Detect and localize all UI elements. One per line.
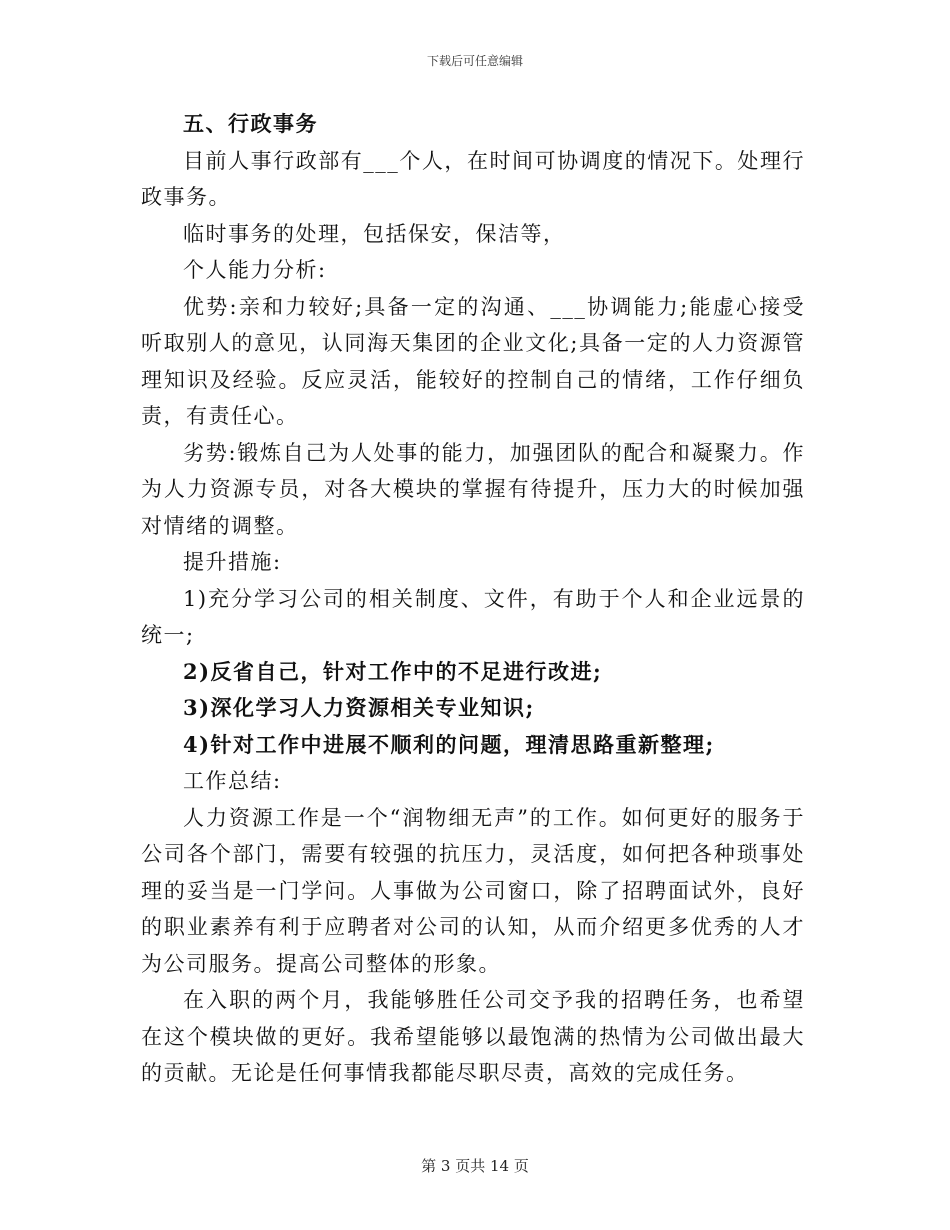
paragraph: 个人能力分析:: [183, 258, 327, 282]
page-header: 下载后可任意编辑: [426, 54, 523, 68]
paragraph: 工作总结:: [183, 769, 282, 793]
paragraph: 提升措施:: [183, 550, 282, 574]
document-body: [141, 106, 805, 1092]
paragraph: 临时事务的处理，包括保安，保洁等，: [183, 221, 566, 246]
paragraph: 目前人事行政部有___个人，在时间可协调度的情况下。处理行政事务。: [141, 148, 805, 209]
paragraph: 3)深化学习人力资源相关专业知识;: [183, 695, 535, 720]
paragraph: 劣势:锻炼自己为人处事的能力，加强团队的配合和凝聚力。作为人力资源专员，对各大模块的掌握有待提升，压力大的时候加强对情绪的调整。: [141, 440, 805, 538]
paragraph: 4)针对工作中进展不顺利的问题，理清思路重新整理;: [183, 731, 715, 757]
page-number: 第 3 页共 14 页: [421, 1157, 529, 1175]
paragraph: 在入职的两个月，我能够胜任公司交予我的招聘任务，也希望在这个模块做的更好。我希望能够以最饱满的热情为公司做出最大的贡献。无论是任何事情我都能尽职尽责，高效的完成任务。: [141, 988, 805, 1085]
paragraph-list: [141, 143, 805, 1092]
paragraph: 优势:亲和力较好;具备一定的沟通、___协调能力;能虚心接受听取别人的意见，认同海天集团的企业文化;具备一定的人力资源管理知识及经验。反应灵活，能较好的控制自己的情绪，工作仔细负责，有责任心。: [141, 294, 805, 428]
section-heading: 五、行政事务: [183, 111, 318, 136]
paragraph: 1)充分学习公司的相关制度、文件，有助于个人和企业远景的统一;: [141, 586, 805, 647]
paragraph: 2)反省自己，针对工作中的不足进行改进;: [183, 658, 603, 684]
paragraph: 人力资源工作是一个“润物细无声”的工作。如何更好的服务于公司各个部门，需要有较强的抗压力，灵活度，如何把各种琐事处理的妥当是一门学问。人事做为公司窗口，除了招聘面试外，良好的职业素养有利于应聘者对公司的认知，从而介绍更多优秀的人才为公司服务。提高公司整体的形象。: [141, 805, 805, 976]
